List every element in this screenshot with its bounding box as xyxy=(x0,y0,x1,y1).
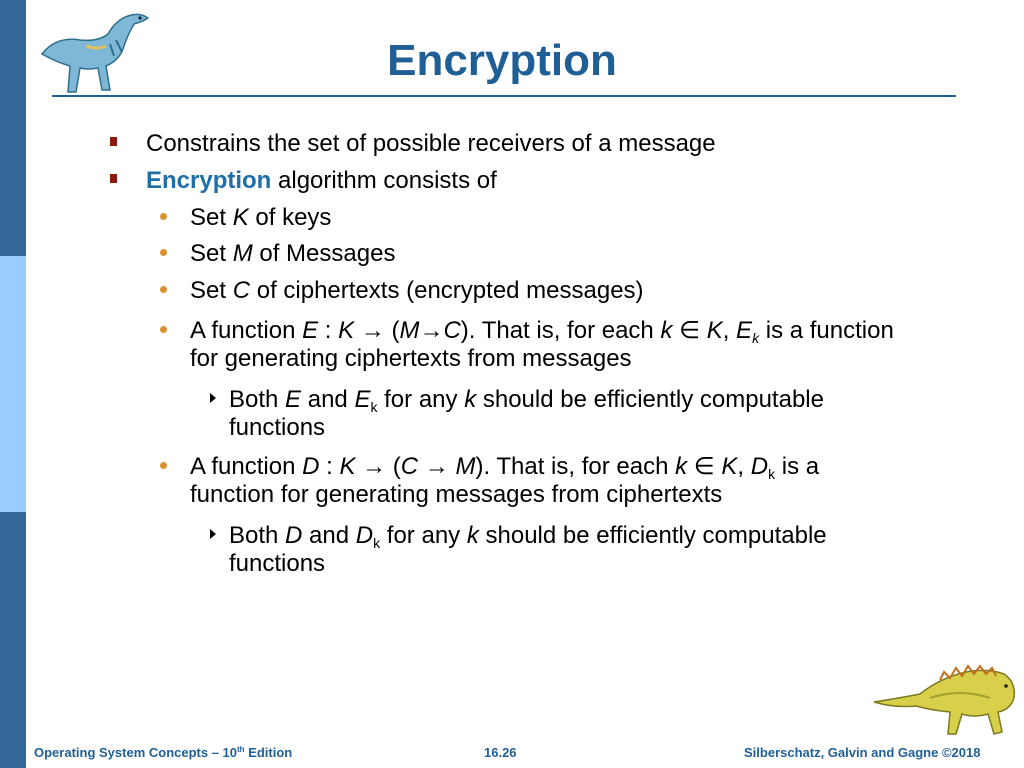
footer-authors: Silberschatz, Galvin and Gagne ©2018 xyxy=(744,745,981,760)
arrow-bullet-icon xyxy=(210,393,216,403)
dot-bullet-icon xyxy=(160,249,167,256)
bullet-text: algorithm consists of xyxy=(271,167,497,194)
subbullet-function-d: A function D : K → (C → M). That is, for each k ∈ K, $D_k$ is a function for generating messages from ciphertexts xyxy=(190,453,820,508)
square-bullet-icon xyxy=(110,137,117,146)
bullet-text: Constrains the set of possible receivers of a message xyxy=(146,130,716,157)
dot-bullet-icon xyxy=(160,286,167,293)
subbullet-set-k: Set K of keys xyxy=(190,204,332,231)
subsubbullet-both-d: Both D and $D_k$ for any k should be efficiently computable functions xyxy=(229,522,827,577)
bullet-encryption-algorithm xyxy=(146,167,497,195)
footer-book-title: Operating System Concepts – 10th Edition xyxy=(34,745,293,760)
dot-bullet-icon xyxy=(160,462,167,469)
footer-page-number: 16.26 xyxy=(484,745,517,760)
dinosaur-icon xyxy=(870,658,1020,738)
subbullet-function-e: A function E : K → (M→C). That is, for each k ∈ K, $E_k$ is a function for generating ciphertexts from messages xyxy=(190,317,894,372)
subbullet-set-m: Set M of Messages xyxy=(190,240,396,267)
arrow-bullet-icon xyxy=(210,529,216,539)
slide-title: Encryption xyxy=(387,36,617,85)
subsubbullet-both-e: Both E and $E_k$ for any k should be efficiently computable functions xyxy=(229,386,824,441)
dot-bullet-icon xyxy=(160,213,167,220)
subbullet-set-c: Set C of ciphertexts (encrypted messages) xyxy=(190,277,644,304)
bullet-constrains xyxy=(146,130,716,158)
dot-bullet-icon xyxy=(160,326,167,333)
highlight-term: Encryption xyxy=(146,167,272,194)
square-bullet-icon xyxy=(110,174,117,183)
